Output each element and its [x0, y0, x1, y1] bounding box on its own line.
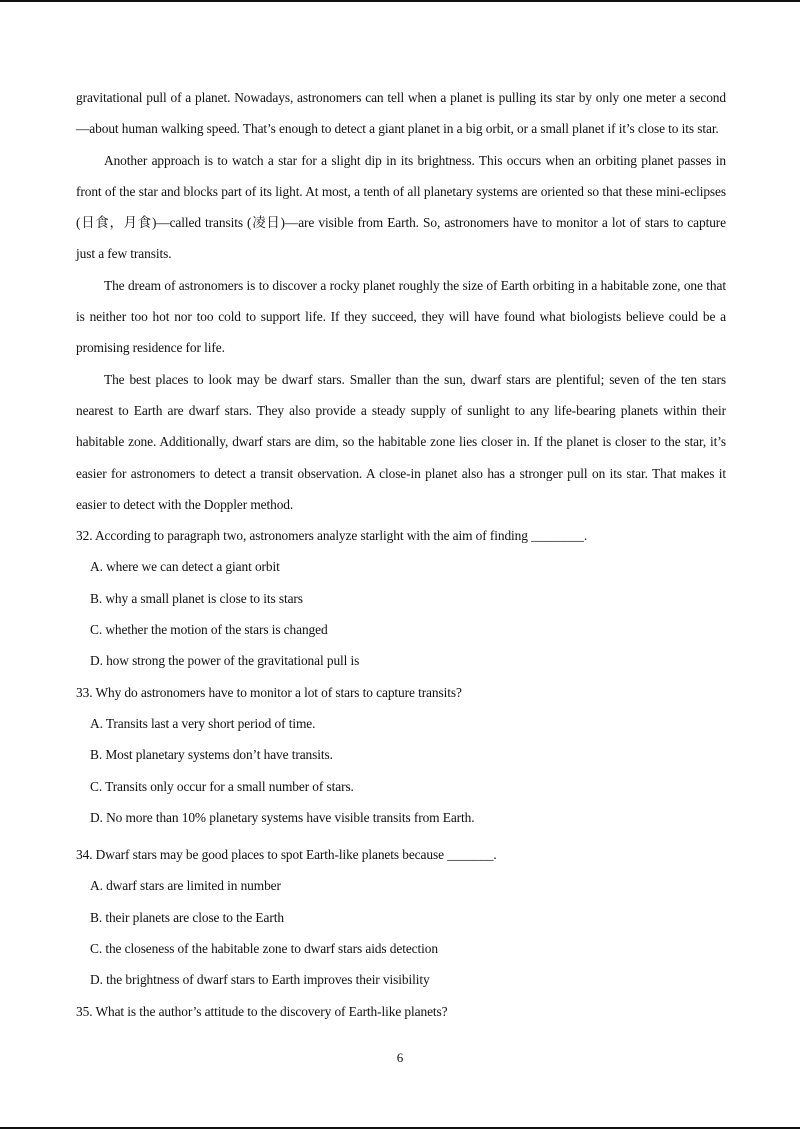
option-d: D. No more than 10% planetary systems have visible transits from Earth. — [90, 809, 475, 825]
question-stem: 32. According to paragraph two, astronomers analyze starlight with the aim of finding ________. — [76, 528, 588, 544]
option-b: B. Most planetary systems don’t have transits. — [90, 747, 333, 763]
page-number: 6 — [396, 1050, 404, 1065]
option-c: C. whether the motion of the stars is changed — [90, 622, 328, 638]
option-c: C. the closeness of the habitable zone to dwarf stars aids detection — [90, 941, 438, 957]
question-33 — [76, 677, 726, 833]
option-b: B. their planets are close to the Earth — [90, 909, 284, 925]
bottom-border — [0, 1127, 800, 1129]
question-35 — [76, 996, 726, 1027]
option-a: A. dwarf stars are limited in number — [90, 878, 281, 894]
option-a: A. Transits last a very short period of time. — [90, 715, 316, 731]
passage-paragraph-4: The best places to look may be dwarf stars. Smaller than the sun, dwarf stars are plentiful; seven of the ten stars nearest to Earth are dwarf stars. They also provide a steady supply of sunlight to any life-bearing planets within their habitable zone. Additionally, dwarf stars are dim, so the habitable zone lies closer in. If the planet is closer to the star, it’s easier for astronomers to detect a transit observation. A close-in planet also has a stronger pull on its star. That makes it easier to detect with the Doppler method. — [76, 371, 726, 512]
passage-paragraph-2: Another approach is to watch a star for a slight dip in its brightness. This occurs when an orbiting planet passes in front of the star and blocks part of its light. At most, a tenth of all planetary systems are oriented so that these mini-eclipses (日食，月食)—called transits (凌日)—are visible from Earth. So, astronomers have to monitor a lot of stars to capture just a few transits. — [76, 152, 726, 262]
document-body — [76, 82, 726, 1027]
question-32 — [76, 520, 726, 676]
option-d: D. how strong the power of the gravitational pull is — [90, 653, 360, 669]
question-stem: 35. What is the author’s attitude to the discovery of Earth-like planets? — [76, 1003, 448, 1019]
question-stem: 33. Why do astronomers have to monitor a lot of stars to capture transits? — [76, 684, 462, 700]
top-border — [0, 0, 800, 2]
question-stem: 34. Dwarf stars may be good places to spot Earth-like planets because _______. — [76, 847, 497, 863]
question-34 — [76, 839, 726, 995]
passage-paragraph-3: The dream of astronomers is to discover a rocky planet roughly the size of Earth orbiting in a habitable zone, one that is neither too hot nor too cold to support life. If they succeed, they will have found what biologists believe could be a promising residence for life. — [76, 277, 726, 356]
option-a: A. where we can detect a giant orbit — [90, 559, 280, 575]
option-b: B. why a small planet is close to its stars — [90, 590, 303, 606]
option-c: C. Transits only occur for a small number of stars. — [90, 778, 354, 794]
option-d: D. the brightness of dwarf stars to Earth improves their visibility — [90, 972, 430, 988]
passage-paragraph-1: gravitational pull of a planet. Nowadays, astronomers can tell when a planet is pulling its star by only one meter a second—about human walking speed. That’s enough to detect a giant planet in a big orbit, or a small planet if it’s close to its star. — [76, 90, 726, 137]
